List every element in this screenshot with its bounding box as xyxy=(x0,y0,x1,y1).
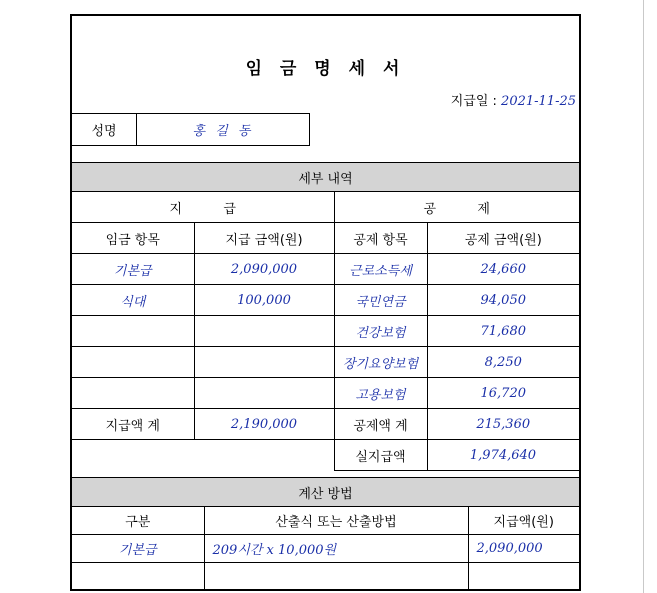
net-pay-label: 실지급액 xyxy=(334,440,427,471)
calc-formula: 209시간 x 10,000원 xyxy=(204,535,468,563)
page-edge xyxy=(643,0,644,593)
details-section-header: 세부 내역 xyxy=(72,163,579,192)
calc-category xyxy=(72,563,204,590)
table-row xyxy=(72,285,579,316)
deduct-item: 장기요양보험 xyxy=(334,347,427,378)
calc-category: 기본급 xyxy=(72,535,204,563)
calc-formula xyxy=(204,563,468,590)
pay-amount: 100,000 xyxy=(194,285,334,316)
deduct-total: 215,360 xyxy=(427,409,579,440)
totals-row xyxy=(72,409,579,440)
payment-header: 지 급 xyxy=(72,192,334,223)
pay-amount xyxy=(194,347,334,378)
deduct-amount: 8,250 xyxy=(427,347,579,378)
table-row xyxy=(72,254,579,285)
table-row xyxy=(72,347,579,378)
details-table xyxy=(72,162,580,471)
pay-amount xyxy=(194,378,334,409)
col-formula: 산출식 또는 산출방법 xyxy=(204,507,468,535)
wage-item xyxy=(72,347,194,378)
col-deduct-amount: 공제 금액(원) xyxy=(427,223,579,254)
deduct-amount: 24,660 xyxy=(427,254,579,285)
calculation-section-header: 계산 방법 xyxy=(72,478,579,507)
pay-statement-document xyxy=(70,14,581,591)
calc-amount: 2,090,000 xyxy=(468,535,579,563)
col-deduct-item: 공제 항목 xyxy=(334,223,427,254)
deduct-amount: 94,050 xyxy=(427,285,579,316)
employee-name-box xyxy=(72,113,310,146)
deduct-item: 고용보험 xyxy=(334,378,427,409)
pay-date xyxy=(451,90,576,109)
deduct-amount: 16,720 xyxy=(427,378,579,409)
wage-item xyxy=(72,378,194,409)
pay-amount: 2,090,000 xyxy=(194,254,334,285)
pay-date-value: 2021-11-25 xyxy=(501,94,576,109)
deduction-header: 공 제 xyxy=(334,192,579,223)
name-label: 성명 xyxy=(72,114,137,145)
document-title: 임 금 명 세 서 xyxy=(245,59,406,79)
wage-item xyxy=(72,316,194,347)
col-amount: 지급액(원) xyxy=(468,507,579,535)
table-row xyxy=(72,535,579,563)
table-row xyxy=(72,316,579,347)
deduct-item: 국민연금 xyxy=(334,285,427,316)
calculation-table xyxy=(72,477,579,589)
net-pay-value: 1,974,640 xyxy=(427,440,579,471)
table-row xyxy=(72,378,579,409)
deduct-item: 건강보험 xyxy=(334,316,427,347)
wage-item: 기본급 xyxy=(72,254,194,285)
net-pay-row xyxy=(72,440,579,471)
col-pay-amount: 지급 금액(원) xyxy=(194,223,334,254)
pay-amount xyxy=(194,316,334,347)
pay-total: 2,190,000 xyxy=(194,409,334,440)
col-wage-item: 임금 항목 xyxy=(72,223,194,254)
name-value: 홍 길 동 xyxy=(192,124,254,139)
wage-item: 식대 xyxy=(72,285,194,316)
deduct-amount: 71,680 xyxy=(427,316,579,347)
calc-amount xyxy=(468,563,579,590)
deduct-total-label: 공제액 계 xyxy=(334,409,427,440)
net-pay-spacer xyxy=(72,440,334,471)
col-category: 구분 xyxy=(72,507,204,535)
table-row xyxy=(72,563,579,590)
deduct-item: 근로소득세 xyxy=(334,254,427,285)
pay-date-label: 지급일 : xyxy=(450,94,497,109)
pay-total-label: 지급액 계 xyxy=(72,409,194,440)
